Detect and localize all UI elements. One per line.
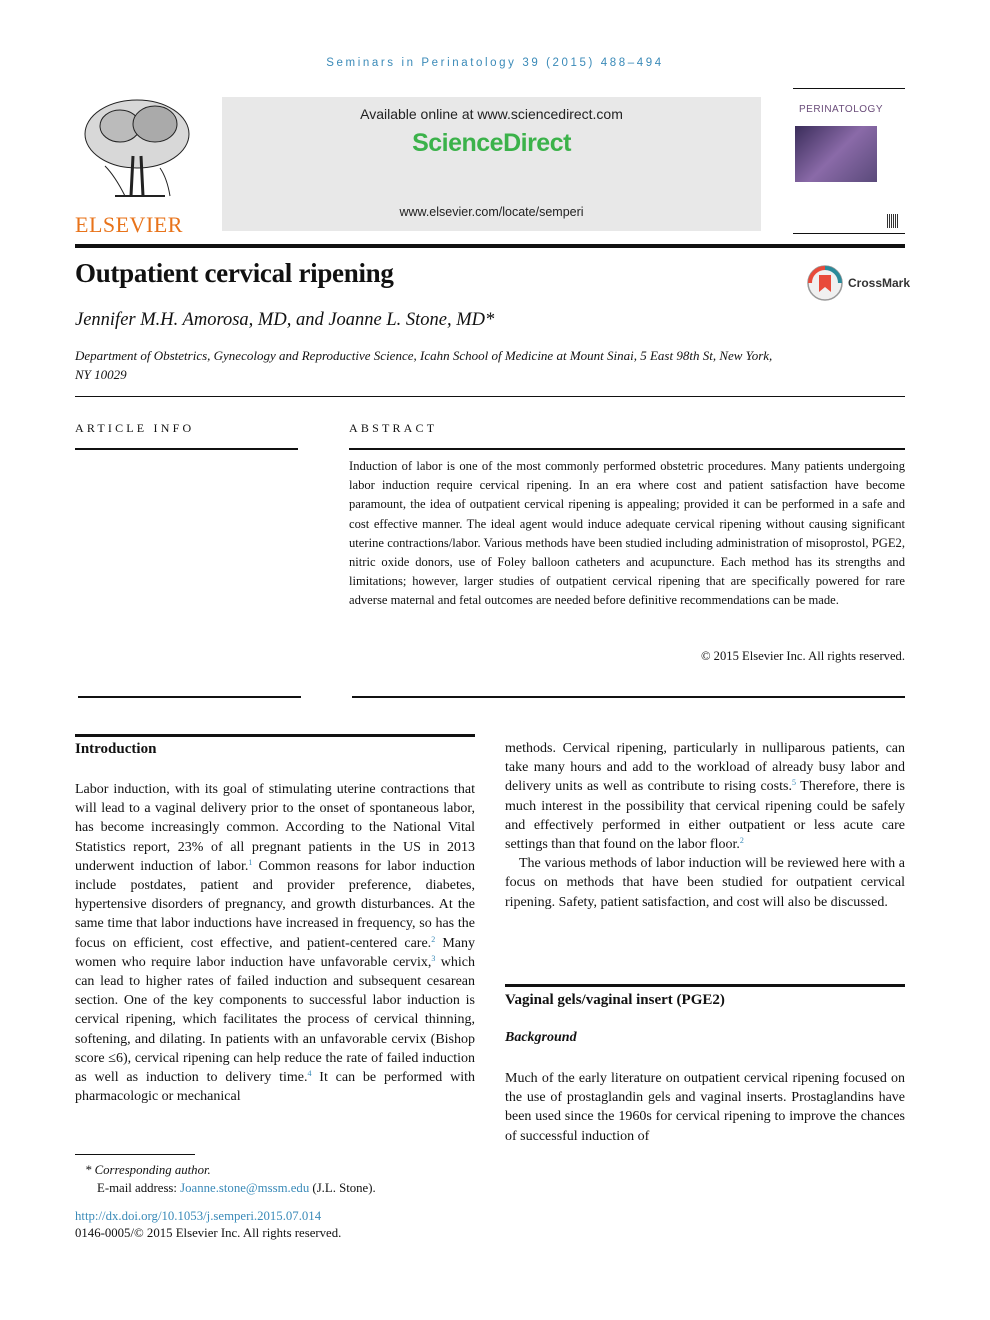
article-info-rule	[75, 448, 298, 450]
ref-4-link[interactable]: 4	[307, 1069, 312, 1079]
journal-url[interactable]: www.elsevier.com/locate/semperi	[399, 205, 584, 219]
crossmark-label: CrossMark	[848, 276, 911, 290]
author-affiliation: Department of Obstetrics, Gynecology and Reproductive Science, Icahn School of Medicine at Mount Sinai, 5 East 98th St, New York, NY 10029	[75, 348, 773, 382]
affiliation-rule	[75, 396, 905, 397]
ref-2b-link[interactable]: 2	[739, 836, 744, 846]
abstract-text: Induction of labor is one of the most commonly performed obstetric procedures. Many patients undergoing labor induction require cervical ripening. In an era where cost and patient satisfaction have become paramount, the idea of outpatient cervical ripening is appealing; provided it can be performed in a safe and cost effective manner. The ideal agent would induce adequate cervical ripening without causing significant uterine contractions/labor. Various methods have been studied including administration of misoprostol, PGE2, nitric oxide donors, use of Foley balloon catheters and acupuncture. Each method has its strengths and limitations; however, larger studies of outpatient cervical ripening that are specifically powered for rare adverse maternal and fetal outcomes are needed before definitive recommendations can be made.	[349, 459, 905, 608]
intro-text-part: Many women who require labor induction have unfavorable cervix,	[75, 935, 475, 970]
ref-3-link[interactable]: 3	[431, 953, 436, 963]
article-info-heading: ARTICLE INFO	[75, 421, 195, 435]
abstract-heading: ABSTRACT	[349, 421, 438, 435]
crossmark-badge[interactable]	[806, 264, 911, 302]
vaginal-rule	[505, 984, 905, 987]
issn-line: 0146-0005/© 2015 Elsevier Inc. All rights reserved.	[75, 1226, 342, 1240]
elsevier-wordmark: ELSEVIER	[75, 212, 183, 237]
cover-image	[795, 126, 877, 182]
email-suffix: (J.L. Stone).	[309, 1181, 376, 1195]
footnote-rule	[75, 1154, 195, 1155]
email-label: E-mail address:	[97, 1181, 181, 1195]
journal-citation: Seminars in Perinatology 39 (2015) 488–494	[326, 57, 664, 69]
abstract-rule	[349, 448, 905, 450]
right-text-part: methods. Cervical ripening, particularly in nulliparous patients, can take many hours and add to the workload of already busy labor and delivery units as well as contribute to rising costs.	[505, 741, 905, 795]
intro-text-part: Labor induction, with its goal of stimulating uterine contractions that will lead to a vaginal delivery prior to the onset of spontaneous labor, has become increasingly common. According to the National Vital Statistics report, 23% of all pregnant patients in the US in 2013 underwent induction of labor.	[75, 782, 475, 874]
article-title: Outpatient cervical ripening	[75, 258, 394, 288]
sciencedirect-logo[interactable]: ScienceDirect	[412, 129, 571, 157]
methods-paragraph: The various methods of labor induction will be reviewed here with a focus on methods that have been studied for outpatient cervical ripening. Safety, patient satisfaction, and cost will also be discussed.	[505, 856, 905, 910]
abstract-bottom-rule	[352, 696, 905, 698]
ref-2-link[interactable]: 2	[431, 934, 436, 944]
article-info-bottom-rule	[78, 696, 301, 698]
email-link[interactable]: Joanne.stone@mssm.edu	[180, 1181, 310, 1195]
elsevier-logo	[75, 96, 200, 237]
right-column-text	[505, 739, 905, 912]
header-rule	[75, 244, 905, 248]
abstract-copyright: © 2015 Elsevier Inc. All rights reserved.	[700, 649, 905, 663]
doi-link[interactable]: http://dx.doi.org/10.1053/j.semperi.2015.07.014	[75, 1209, 322, 1223]
article-authors: Jennifer M.H. Amorosa, MD, and Joanne L. Stone, MD*	[75, 310, 495, 330]
email-line	[97, 1181, 376, 1196]
cover-title: PERINATOLOGY	[799, 104, 883, 115]
introduction-heading: Introduction	[75, 741, 157, 757]
ref-1-link[interactable]: 1	[248, 857, 253, 867]
crossmark-icon	[806, 264, 844, 302]
intro-rule	[75, 734, 475, 737]
cover-barcode-icon	[887, 214, 899, 228]
available-online-text: Available online at www.sciencedirect.com	[360, 106, 623, 122]
corresponding-author-note: * Corresponding author.	[85, 1163, 211, 1177]
background-heading: Background	[505, 1030, 577, 1045]
elsevier-tree-icon	[75, 96, 200, 206]
vaginal-gels-heading: Vaginal gels/vaginal insert (PGE2)	[505, 992, 725, 1008]
background-text: Much of the early literature on outpatient cervical ripening focused on the use of prostaglandin gels and vaginal inserts. Prostaglandins have been used since the 1960s for cervical ripening to improve the chances of successful induction of	[505, 1071, 905, 1144]
introduction-text	[75, 780, 475, 1106]
intro-text-part: Common reasons for labor induction include postdates, patient and provider preference, diabetes, hypertensive disorders of pregnancy, and growth disturbances. At the same time that labor inductions have increased in frequency, so has the focus on efficient, cost effective, and patient-centered care.	[75, 858, 475, 951]
intro-text-part: It can be performed with pharmacologic or mechanical	[75, 1070, 476, 1105]
ref-5-link[interactable]: 5	[791, 778, 796, 788]
sciencedirect-banner	[222, 97, 761, 231]
right-text-part: Therefore, there is much interest in the possibility that cervical ripening could be safely and effectively performed in either outpatient or less acute care settings than that found on the labor floor.	[505, 779, 906, 853]
intro-text-part: which can lead to higher rates of failed induction and subsequent cesarean section. One of the key components to successful labor induction is cervical ripening, which facilitates the process of cervical thinning, softening, and dilating. In patients with an unfavorable cervix (Bishop score ≤6), cervical ripening can help reduce the rate of failed induction as well as induction to delivery time.	[75, 954, 475, 1086]
journal-cover	[793, 88, 905, 234]
